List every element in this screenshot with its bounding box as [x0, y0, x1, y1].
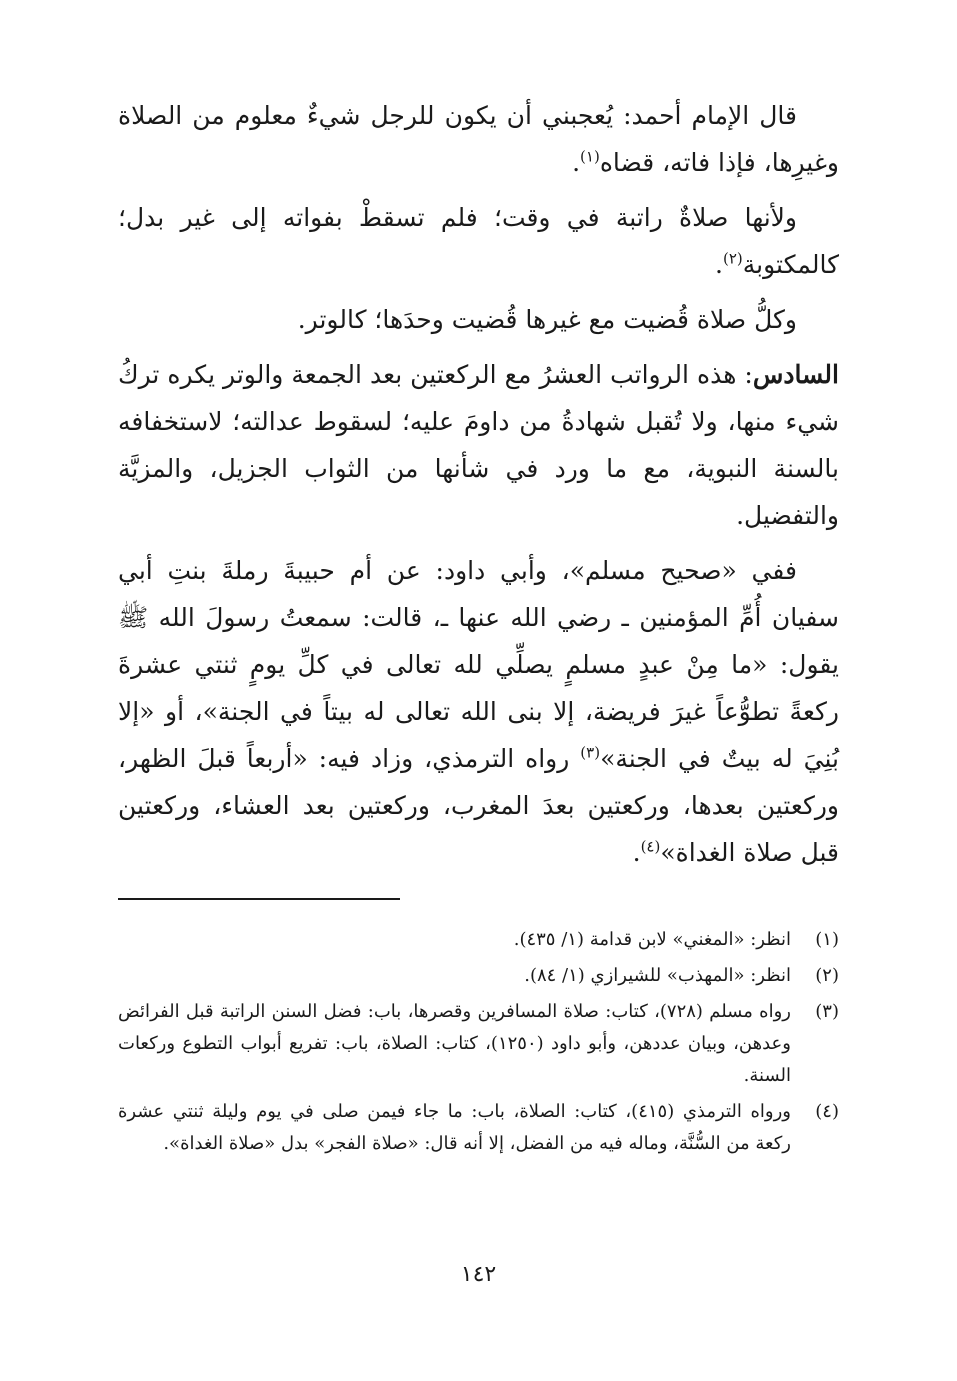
footnote-number: (٤): [815, 1101, 839, 1122]
footnote-ref-2: (٢): [723, 249, 743, 268]
footnote-text: ورواه الترمذي (٤١٥)، كتاب: الصلاة، باب: ما جاء فيمن صلى في يوم وليلة ثنتي عشرة ركعة من السُّنَّة، وماله فيه من الفضل، إلا أنه قال: «صلاة الفجر» بدل «صلاة الغداة».: [118, 1101, 791, 1154]
footnote-separator: [118, 898, 400, 900]
page-number: ١٤٢: [460, 1262, 497, 1287]
footnote-number: (٢): [815, 965, 839, 986]
footnotes: [118, 924, 839, 1160]
paragraph-5: ففي «صحيح مسلم»، وأبي داود: عن أم حبيبةَ رملةَ بنتِ أبي سفيان أُمِّ المؤمنين ـ رضي الله عنها ـ، قالت: سمعتُ رسولَ الله ﷺ يقول: «ما مِنْ عبدٍ مسلمٍ يصلِّي لله تعالى في كلِّ يومٍ ثنتي عشرةَ ركعةً تطوُّعاً غيرَ فريضة، إلا بنى الله تعالى له بيتاً في الجنة»، أو «إلا بُنِيَ له بيتٌ في الجنة»$^{(٣)}$ رواه الترمذي، وزاد فيه: «أربعاً قبلَ الظهر، وركعتين بعدها، وركعتين بعدَ المغرب، وركعتين بعد العشاء، وركعتين قبل صلاة الغداة»$^{(٤)}$.: [118, 556, 840, 867]
footnote: [118, 960, 839, 992]
footnote-number: (١): [815, 929, 839, 950]
footnote-text: انظر: «المهذب» للشيرازي (١/ ٨٤).: [524, 965, 791, 986]
footnote-text: انظر: «المغني» لابن قدامة (١/ ٤٣٥).: [513, 929, 791, 950]
section-lead: السادس: [752, 360, 839, 389]
paragraph-4: السادس: هذه الرواتب العشرُ مع الركعتين بعد الجمعة والوتر يكره تركُ شيء منها، ولا تُقبل شهادةُ من داومَ عليه؛ لسقوط عدالته؛ لاستخفافه بالسنة النبوية، مع ما ورد في شأنها من الثواب الجزيل، والمزيَّة والتفضيل.: [118, 360, 839, 530]
footnote: [118, 924, 839, 956]
footnote-number: (٣): [815, 1001, 839, 1022]
paragraph-1: قال الإمام أحمد: يُعجبني أن يكون للرجل شيءٌ معلوم من الصلاة وغيرِها، فإذا فاته، قضاه$^{(١)}$.: [118, 101, 839, 177]
main-text: [118, 92, 839, 876]
footnote: [118, 996, 839, 1092]
paragraph-3: وكلُّ صلاة قُضيت مع غيرها قُضيت وحدَها؛ كالوتر.: [297, 305, 797, 334]
footnote-ref-3: (٣): [580, 743, 601, 762]
footnote: [118, 1096, 839, 1160]
footnote-text: رواه مسلم (٧٢٨)، كتاب: صلاة المسافرين وقصرها، باب: فضل السنن الراتبة قبل الفرائض وعدهن، وبيان عددهن، وأبو داود (١٢٥٠)، كتاب: الصلاة، باب: تفريع أبواب التطوع وركعات السنة.: [118, 1001, 792, 1086]
footnote-ref-1: (١): [580, 147, 600, 166]
paragraph-2: ولأنها صلاةٌ راتبة في وقت؛ فلم تسقطْ بفواته إلى غير بدل؛ كالمكتوبة$^{(٢)}$.: [118, 203, 839, 279]
footnote-ref-4: (٤): [640, 837, 661, 856]
